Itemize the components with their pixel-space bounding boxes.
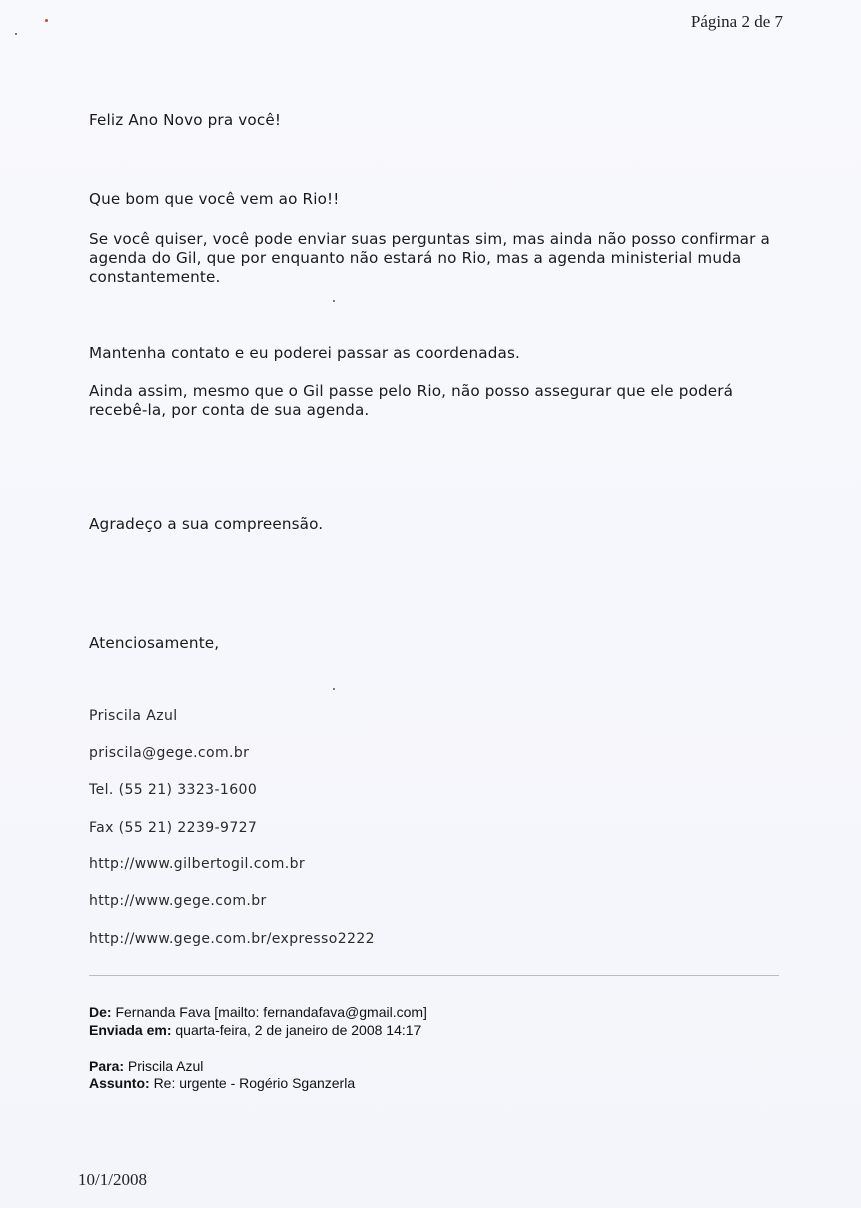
paragraph: Se você quiser, você pode enviar suas perguntas sim, mas ainda não posso confirmar a agenda do Gil, que por enquanto não estará no Rio, mas a agenda ministerial muda constantemente. — [89, 230, 770, 286]
signature-tel: Tel. (55 21) 3323-1600 — [89, 782, 258, 798]
signature-fax: Fax (55 21) 2239-9727 — [89, 820, 258, 836]
footer-date: 10/1/2008 — [78, 1170, 147, 1189]
paragraph: Que bom que você vem ao Rio!! — [89, 190, 340, 208]
greeting: Feliz Ano Novo pra você! — [89, 111, 282, 129]
paragraph: Ainda assim, mesmo que o Gil passe pelo Rio, não posso assegurar que ele poderá recebê-la, por conta de sua agenda. — [89, 382, 734, 419]
sent-value: quarta-feira, 2 de janeiro de 2008 14:17 — [175, 1022, 422, 1038]
signature-name: Priscila Azul — [89, 708, 178, 724]
quoted-from — [89, 1004, 427, 1020]
scan-speck — [333, 300, 335, 302]
quoted-subject — [89, 1075, 355, 1091]
signature-url: http://www.gilbertogil.com.br — [89, 856, 306, 872]
quoted-to — [89, 1058, 203, 1074]
from-label: De: — [89, 1004, 112, 1020]
subject-label: Assunto: — [89, 1075, 150, 1091]
sent-label: Enviada em: — [89, 1022, 172, 1038]
scan-speck — [333, 688, 335, 690]
scan-speck — [45, 19, 48, 22]
page-number: Página 2 de 7 — [690, 12, 783, 31]
signature-url: http://www.gege.com.br/expresso2222 — [89, 931, 375, 947]
scan-speck — [15, 33, 17, 35]
paragraph: Agradeço a sua compreensão. — [89, 515, 324, 533]
signature-url: http://www.gege.com.br — [89, 893, 267, 909]
closing: Atenciosamente, — [89, 634, 220, 652]
subject-value: Re: urgente - Rogério Sganzerla — [153, 1075, 356, 1091]
to-value: Priscila Azul — [127, 1058, 204, 1074]
signature-email: priscila@gege.com.br — [89, 745, 250, 761]
quote-divider — [89, 975, 779, 976]
quoted-sent — [89, 1022, 421, 1038]
from-value: Fernanda Fava [mailto: fernandafava@gmail.com] — [115, 1004, 427, 1020]
to-label: Para: — [89, 1058, 125, 1074]
paragraph: Mantenha contato e eu poderei passar as coordenadas. — [89, 344, 521, 362]
